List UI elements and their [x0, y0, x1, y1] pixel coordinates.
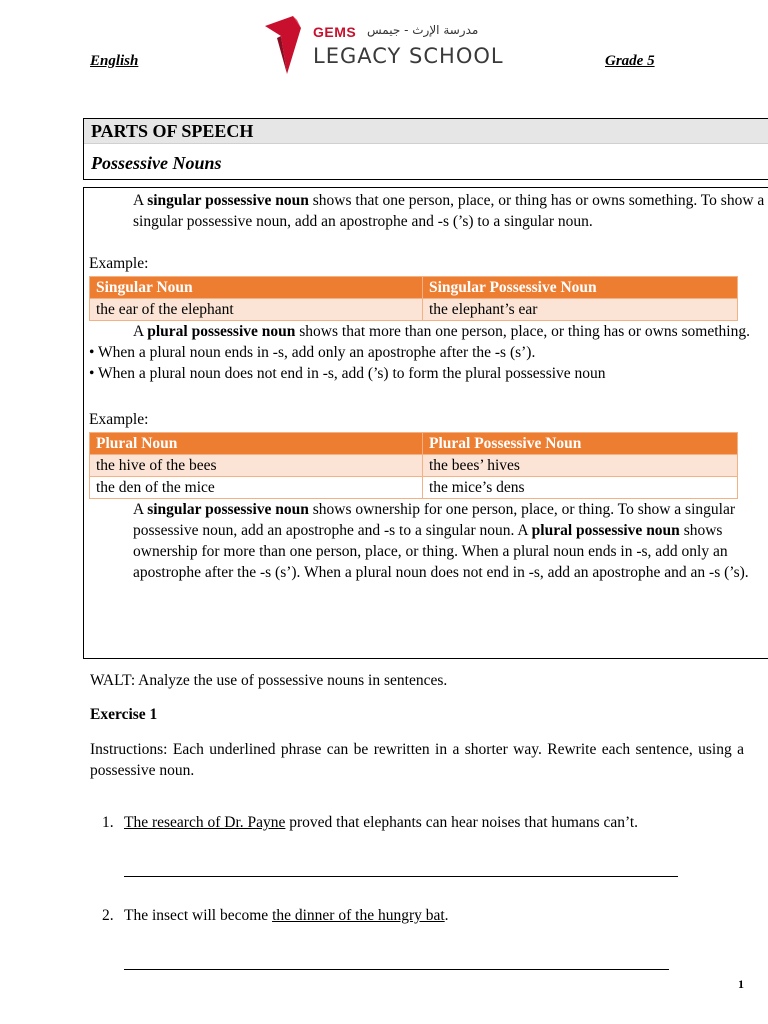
question-number: 1.: [102, 814, 114, 831]
title-box: [83, 118, 768, 180]
paragraph-summary: [89, 499, 768, 583]
question-1: [102, 814, 638, 832]
walt-statement: WALT: Analyze the use of possessive nouns in sentences.: [90, 672, 448, 689]
paragraph-plural: [89, 321, 768, 342]
page-subtitle: Possessive Nouns: [91, 153, 222, 173]
grade-label: Grade 5: [605, 53, 655, 69]
logo-school-name: LEGACY SCHOOL: [313, 44, 504, 68]
bold-term: plural possessive noun: [531, 522, 680, 539]
table-cell: the mice’s dens: [423, 477, 738, 499]
example-label: Example:: [89, 255, 149, 272]
question-text: .: [444, 907, 449, 924]
question-text: proved that elephants can hear noises that humans can’t.: [285, 814, 639, 831]
exercise-title: Exercise 1: [90, 706, 158, 723]
example-label: Example:: [89, 411, 149, 428]
bold-term: singular possessive noun: [147, 501, 309, 518]
subject-label: English: [90, 53, 139, 69]
exercise-instructions: Instructions: Each underlined phrase can be rewritten in a shorter way. Rewrite each sentence, using a possessive noun.: [90, 741, 744, 779]
table-header: Singular Possessive Noun: [423, 277, 738, 299]
table-header: Singular Noun: [90, 277, 423, 299]
table-cell: the ear of the elephant: [90, 299, 423, 321]
text-run: shows that more than one person, place, or thing has or owns something.: [295, 323, 750, 340]
table-row: [90, 477, 738, 499]
plural-example-table: [89, 432, 738, 499]
text-run: A: [133, 323, 148, 340]
table-header: Plural Possessive Noun: [423, 433, 738, 455]
school-logo: [263, 14, 513, 76]
bullet-item: • When a plural noun does not end in -s, add (’s) to form the plural possessive noun: [89, 365, 606, 382]
answer-line-1[interactable]: [124, 876, 678, 877]
table-header: Plural Noun: [90, 433, 423, 455]
bullet-item: • When a plural noun ends in -s, add only an apostrophe after the -s (s’).: [89, 344, 536, 361]
table-cell: the den of the mice: [90, 477, 423, 499]
table-cell: the hive of the bees: [90, 455, 423, 477]
paragraph-singular: [89, 190, 768, 232]
underlined-phrase: The research of Dr. Payne: [124, 814, 286, 831]
singular-example-table: [89, 276, 738, 321]
question-text: The insect will become: [124, 907, 273, 924]
text-run: shows ownership for more than one person, place, or thing. When a plural noun ends in -s, add only an apostrophe after the -s (s’). When a plural noun does not end in -s, add an apostrophe and an -s (’s).: [133, 522, 749, 581]
page-title: PARTS OF SPEECH: [84, 119, 768, 144]
text-run: shows that one person, place, or thing has or owns something. To show a singular possessive noun, add an apostrophe and -s (’s) to a singular noun.: [133, 192, 765, 230]
question-2: [102, 907, 449, 925]
page-number: 1: [738, 977, 744, 991]
logo-arabic-text: مدرسة الإرث - جيمس: [367, 23, 479, 37]
table-row: [90, 455, 738, 477]
table-cell: the elephant’s ear: [423, 299, 738, 321]
table-cell: the bees’ hives: [423, 455, 738, 477]
text-run: A: [133, 501, 148, 518]
underlined-phrase: the dinner of the hungry bat: [272, 907, 445, 924]
bold-term: singular possessive noun: [147, 192, 309, 209]
text-run: shows ownership for one person, place, or thing. To show a singular possessive noun, add an apostrophe and -s to a singular noun. A: [133, 501, 735, 539]
red-pennant-logo-icon: [263, 14, 305, 76]
bold-term: plural possessive noun: [147, 323, 296, 340]
answer-line-2[interactable]: [124, 969, 669, 970]
text-run: A: [133, 192, 148, 209]
lesson-content-box: [83, 187, 768, 659]
table-row: [90, 299, 738, 321]
question-number: 2.: [102, 907, 114, 924]
logo-brand: GEMS: [313, 24, 357, 40]
